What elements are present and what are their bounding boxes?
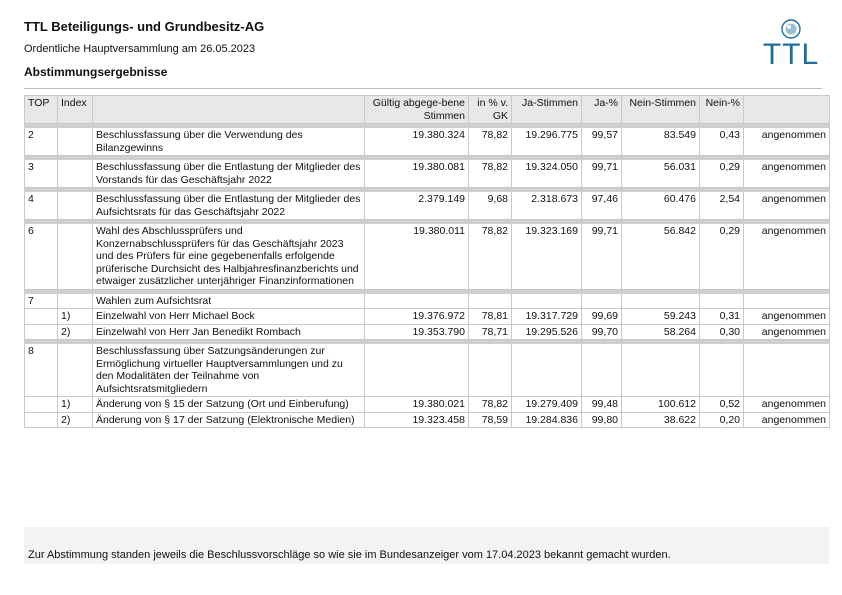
cell-percent-gk (469, 293, 512, 309)
col-yes-votes: Ja-Stimmen (512, 96, 582, 124)
footer-note: Zur Abstimmung standen jeweils die Beschlussvorschläge so wie sie im Bundesanzeiger vom 17.04.2023 bekannt gemacht wurden. (28, 549, 671, 561)
cell-percent-gk: 78,59 (469, 412, 512, 428)
results-table (24, 95, 830, 428)
company-title: TTL Beteiligungs- und Grundbesitz-AG (24, 19, 265, 34)
results-body (25, 124, 830, 428)
cell-no-percent: 0,43 (700, 128, 744, 156)
cell-result: angenommen (744, 160, 830, 188)
footer-note-box (24, 527, 829, 564)
table-row (25, 192, 830, 220)
cell-percent-gk (469, 344, 512, 397)
cell-percent-gk: 78,81 (469, 309, 512, 325)
col-result (744, 96, 830, 124)
col-index: Index (58, 96, 93, 124)
cell-percent-gk: 78,82 (469, 224, 512, 290)
cell-no-percent: 2,54 (700, 192, 744, 220)
cell-valid-votes: 19.380.021 (365, 397, 469, 413)
col-no-percent: Nein-% (700, 96, 744, 124)
cell-top: 6 (25, 224, 58, 290)
cell-description: Beschlussfassung über Satzungsänderungen zur Ermöglichung virtueller Hauptversammlungen und zu den Modalitäten der Teilnahme von Aufsichtsratsmitgliedern (93, 344, 365, 397)
cell-percent-gk: 78,82 (469, 128, 512, 156)
table-row (25, 128, 830, 156)
cell-no-votes: 56.842 (622, 224, 700, 290)
cell-description: Beschlussfassung über die Entlastung der Mitglieder des Aufsichtsrats für das Geschäftsjahr 2022 (93, 192, 365, 220)
cell-no-votes (622, 344, 700, 397)
table-row (25, 309, 830, 325)
table-row (25, 224, 830, 290)
cell-yes-percent (582, 293, 622, 309)
cell-no-percent: 0,20 (700, 412, 744, 428)
table-row (25, 293, 830, 309)
cell-yes-votes: 19.324.050 (512, 160, 582, 188)
cell-yes-percent: 99,69 (582, 309, 622, 325)
cell-index (58, 160, 93, 188)
cell-yes-votes (512, 293, 582, 309)
cell-result: angenommen (744, 397, 830, 413)
cell-result: angenommen (744, 192, 830, 220)
cell-no-votes: 59.243 (622, 309, 700, 325)
cell-percent-gk: 78,82 (469, 160, 512, 188)
cell-valid-votes: 2.379.149 (365, 192, 469, 220)
cell-valid-votes: 19.323.458 (365, 412, 469, 428)
cell-valid-votes: 19.376.972 (365, 309, 469, 325)
cell-yes-votes: 19.323.169 (512, 224, 582, 290)
cell-top: 2 (25, 128, 58, 156)
cell-no-votes (622, 293, 700, 309)
cell-percent-gk: 9,68 (469, 192, 512, 220)
table-row (25, 412, 830, 428)
cell-index: 1) (58, 397, 93, 413)
cell-valid-votes: 19.380.081 (365, 160, 469, 188)
col-valid-votes: Gültig abgege-bene Stimmen (365, 96, 469, 124)
cell-description: Wahl des Abschlussprüfers und Konzernabschlussprüfers für das Geschäftsjahr 2023 und des Prüfers für eine gegebenenfalls erfolgende prüferische Durchsicht des Halbjahresfinanzberichts und etwaiger zusätzlicher unterjähriger Finanzinformationen (93, 224, 365, 290)
cell-no-percent: 0,29 (700, 160, 744, 188)
cell-valid-votes: 19.380.011 (365, 224, 469, 290)
cell-yes-votes: 19.296.775 (512, 128, 582, 156)
cell-no-votes: 60.476 (622, 192, 700, 220)
cell-top (25, 412, 58, 428)
cell-index: 2) (58, 324, 93, 340)
cell-yes-percent (582, 344, 622, 397)
cell-result: angenommen (744, 224, 830, 290)
cell-result: angenommen (744, 412, 830, 428)
cell-index (58, 344, 93, 397)
cell-result: angenommen (744, 324, 830, 340)
cell-percent-gk: 78,71 (469, 324, 512, 340)
cell-index: 2) (58, 412, 93, 428)
section-heading: Abstimmungsergebnisse (24, 65, 168, 79)
cell-yes-percent: 99,71 (582, 224, 622, 290)
cell-yes-percent: 99,48 (582, 397, 622, 413)
cell-no-percent: 0,31 (700, 309, 744, 325)
cell-top: 7 (25, 293, 58, 309)
col-description (93, 96, 365, 124)
cell-no-votes: 100.612 (622, 397, 700, 413)
cell-yes-votes: 19.317.729 (512, 309, 582, 325)
cell-description: Einzelwahl von Herr Jan Benedikt Rombach (93, 324, 365, 340)
cell-no-percent: 0,52 (700, 397, 744, 413)
cell-result: angenommen (744, 309, 830, 325)
table-row (25, 160, 830, 188)
cell-no-percent: 0,29 (700, 224, 744, 290)
ttl-logo (758, 18, 824, 74)
cell-no-votes: 58.264 (622, 324, 700, 340)
cell-no-votes: 56.031 (622, 160, 700, 188)
cell-yes-percent: 99,71 (582, 160, 622, 188)
cell-no-percent (700, 293, 744, 309)
cell-result (744, 344, 830, 397)
cell-yes-percent: 99,80 (582, 412, 622, 428)
cell-yes-percent: 99,57 (582, 128, 622, 156)
cell-yes-votes: 2.318.673 (512, 192, 582, 220)
cell-yes-percent: 99,70 (582, 324, 622, 340)
cell-description: Beschlussfassung über die Verwendung des Bilanzgewinns (93, 128, 365, 156)
cell-description: Änderung von § 17 der Satzung (Elektronische Medien) (93, 412, 365, 428)
cell-valid-votes (365, 344, 469, 397)
cell-no-percent: 0,30 (700, 324, 744, 340)
cell-top (25, 309, 58, 325)
cell-description: Beschlussfassung über die Entlastung der Mitglieder des Vorstands für das Geschäftsjahr 2022 (93, 160, 365, 188)
meeting-subtitle: Ordentliche Hauptversammlung am 26.05.2023 (24, 43, 256, 55)
table-row (25, 397, 830, 413)
cell-no-votes: 83.549 (622, 128, 700, 156)
col-top: TOP (25, 96, 58, 124)
cell-percent-gk: 78,82 (469, 397, 512, 413)
col-percent-gk: in % v. GK (469, 96, 512, 124)
cell-description: Einzelwahl von Herr Michael Bock (93, 309, 365, 325)
cell-index (58, 128, 93, 156)
cell-no-votes: 38.622 (622, 412, 700, 428)
cell-description: Änderung von § 15 der Satzung (Ort und Einberufung) (93, 397, 365, 413)
cell-valid-votes: 19.380.324 (365, 128, 469, 156)
table-row (25, 324, 830, 340)
cell-description: Wahlen zum Aufsichtsrat (93, 293, 365, 309)
cell-index (58, 224, 93, 290)
cell-valid-votes (365, 293, 469, 309)
cell-top (25, 324, 58, 340)
logo-text: TTL (762, 38, 820, 71)
cell-yes-percent: 97,46 (582, 192, 622, 220)
cell-no-percent (700, 344, 744, 397)
cell-yes-votes: 19.295.526 (512, 324, 582, 340)
cell-index (58, 293, 93, 309)
cell-yes-votes: 19.284.836 (512, 412, 582, 428)
cell-top: 4 (25, 192, 58, 220)
cell-index (58, 192, 93, 220)
cell-yes-votes (512, 344, 582, 397)
cell-top: 3 (25, 160, 58, 188)
cell-top (25, 397, 58, 413)
table-row (25, 344, 830, 397)
cell-result (744, 293, 830, 309)
cell-valid-votes: 19.353.790 (365, 324, 469, 340)
header-rule (24, 88, 822, 89)
cell-yes-votes: 19.279.409 (512, 397, 582, 413)
cell-result: angenommen (744, 128, 830, 156)
table-header-row (25, 96, 830, 124)
cell-index: 1) (58, 309, 93, 325)
col-no-votes: Nein-Stimmen (622, 96, 700, 124)
col-yes-percent: Ja-% (582, 96, 622, 124)
cell-top: 8 (25, 344, 58, 397)
